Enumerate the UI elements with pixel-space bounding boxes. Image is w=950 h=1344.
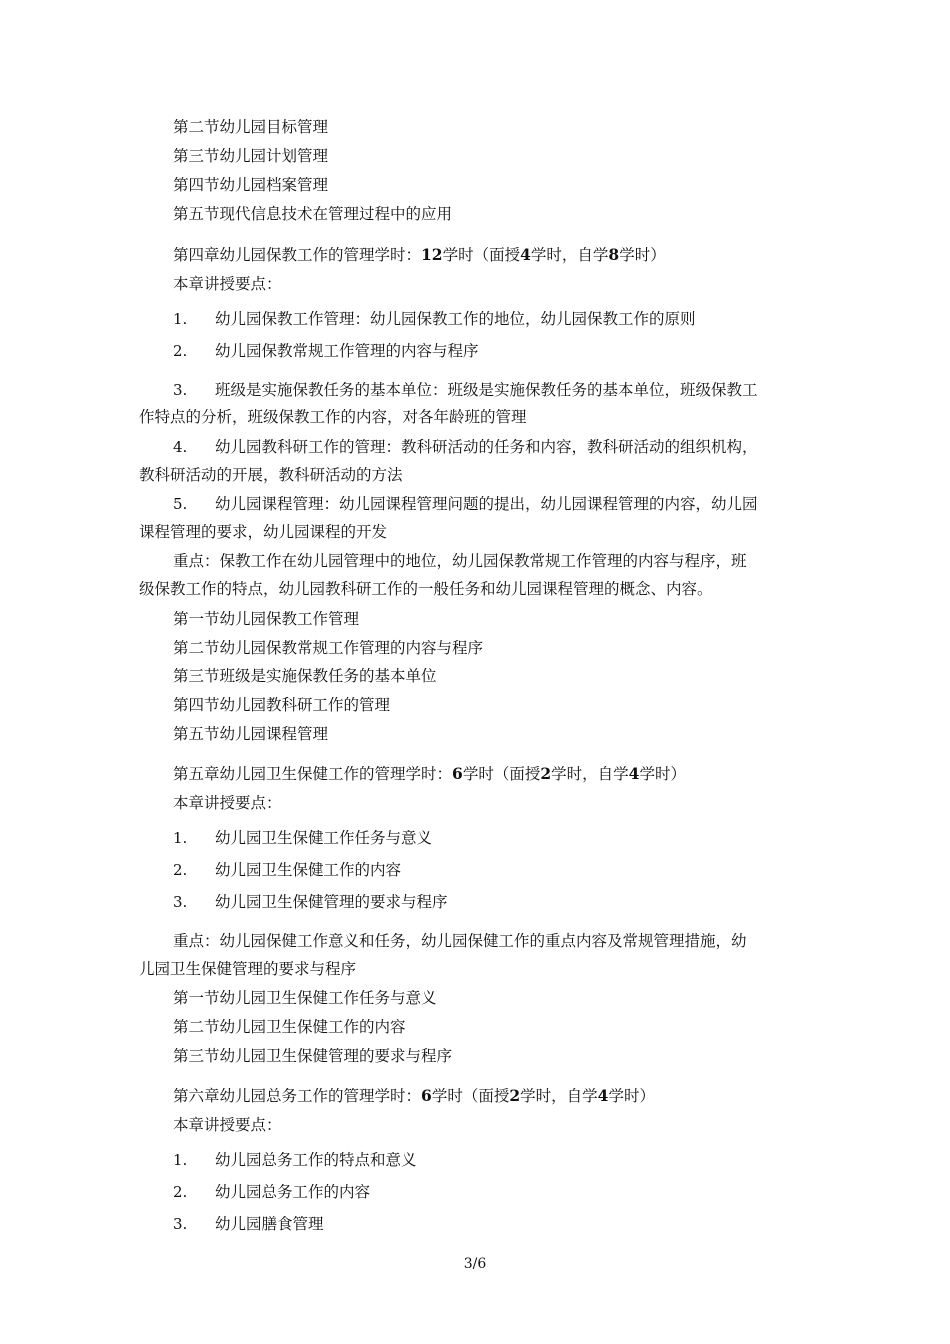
- section-heading: 第五节现代信息技术在管理过程中的应用: [173, 205, 453, 223]
- keypoints-label: 本章讲授要点：: [173, 794, 282, 812]
- section-heading: 第二节幼儿园卫生保健工作的内容: [173, 1018, 406, 1036]
- section-heading: 第三节幼儿园卫生保健管理的要求与程序: [173, 1047, 453, 1065]
- section-heading: 第二节幼儿园保教常规工作管理的内容与程序: [173, 639, 484, 657]
- section-heading: 第三节幼儿园计划管理: [173, 147, 329, 165]
- list-item: 幼儿园课程管理：幼儿园课程管理问题的提出，幼儿园课程管理的内容，幼儿园: [215, 495, 758, 513]
- list-item-continuation: 教科研活动的开展，教科研活动的方法: [139, 466, 403, 484]
- chapter-4-title: 第四章幼儿园保教工作的管理学时：12学时（面授4学时，自学8学时）: [173, 245, 666, 264]
- section-heading: 第一节幼儿园卫生保健工作任务与意义: [173, 989, 437, 1007]
- focus-paragraph-continuation: 儿园卫生保健管理的要求与程序: [139, 960, 357, 978]
- chapter-5-title: 第五章幼儿园卫生保健工作的管理学时：6学时（面授2学时，自学4学时）: [173, 764, 686, 783]
- keypoints-label: 本章讲授要点：: [173, 1116, 282, 1134]
- list-item: 幼儿园膳食管理: [215, 1215, 324, 1233]
- list-item-continuation: 课程管理的要求，幼儿园课程的开发: [139, 523, 388, 541]
- section-heading: 第二节幼儿园目标管理: [173, 118, 329, 136]
- item-number: 3.: [173, 381, 188, 399]
- section-heading: 第三节班级是实施保教任务的基本单位: [173, 667, 437, 685]
- keypoints-label: 本章讲授要点：: [173, 275, 282, 293]
- item-number: 1.: [173, 1151, 188, 1169]
- item-number: 2.: [173, 861, 188, 879]
- list-item: 幼儿园保教常规工作管理的内容与程序: [215, 342, 479, 360]
- section-heading: 第四节幼儿园教科研工作的管理: [173, 696, 391, 714]
- focus-paragraph: 重点：幼儿园保健工作意义和任务，幼儿园保健工作的重点内容及常规管理措施，幼: [173, 932, 747, 950]
- section-heading: 第五节幼儿园课程管理: [173, 725, 329, 743]
- item-number: 2.: [173, 342, 188, 360]
- section-heading: 第四节幼儿园档案管理: [173, 176, 329, 194]
- item-number: 4.: [173, 438, 188, 456]
- item-number: 2.: [173, 1183, 188, 1201]
- list-item: 幼儿园总务工作的内容: [215, 1183, 371, 1201]
- focus-paragraph-continuation: 级保教工作的特点，幼儿园教科研工作的一般任务和幼儿园课程管理的概念、内容。: [139, 580, 713, 598]
- focus-paragraph: 重点：保教工作在幼儿园管理中的地位，幼儿园保教常规工作管理的内容与程序，班: [173, 552, 747, 570]
- list-item: 幼儿园卫生保健工作的内容: [215, 861, 402, 879]
- item-number: 3.: [173, 893, 188, 911]
- list-item: 幼儿园教科研工作的管理：教科研活动的任务和内容，教科研活动的组织机构，: [215, 438, 758, 456]
- chapter-6-title: 第六章幼儿园总务工作的管理学时：6学时（面授2学时，自学4学时）: [173, 1086, 655, 1105]
- item-number: 3.: [173, 1215, 188, 1233]
- item-number: 5.: [173, 495, 188, 513]
- section-heading: 第一节幼儿园保教工作管理: [173, 610, 360, 628]
- list-item: 幼儿园总务工作的特点和意义: [215, 1151, 417, 1169]
- item-number: 1.: [173, 829, 188, 847]
- page-number: 3/6: [463, 1256, 487, 1272]
- list-item: 幼儿园卫生保健管理的要求与程序: [215, 893, 448, 911]
- list-item: 幼儿园保教工作管理：幼儿园保教工作的地位，幼儿园保教工作的原则: [215, 310, 696, 328]
- list-item: 幼儿园卫生保健工作任务与意义: [215, 829, 433, 847]
- list-item-continuation: 作特点的分析，班级保教工作的内容，对各年龄班的管理: [139, 408, 527, 426]
- item-number: 1.: [173, 310, 188, 328]
- list-item: 班级是实施保教任务的基本单位：班级是实施保教任务的基本单位，班级保教工: [215, 381, 758, 399]
